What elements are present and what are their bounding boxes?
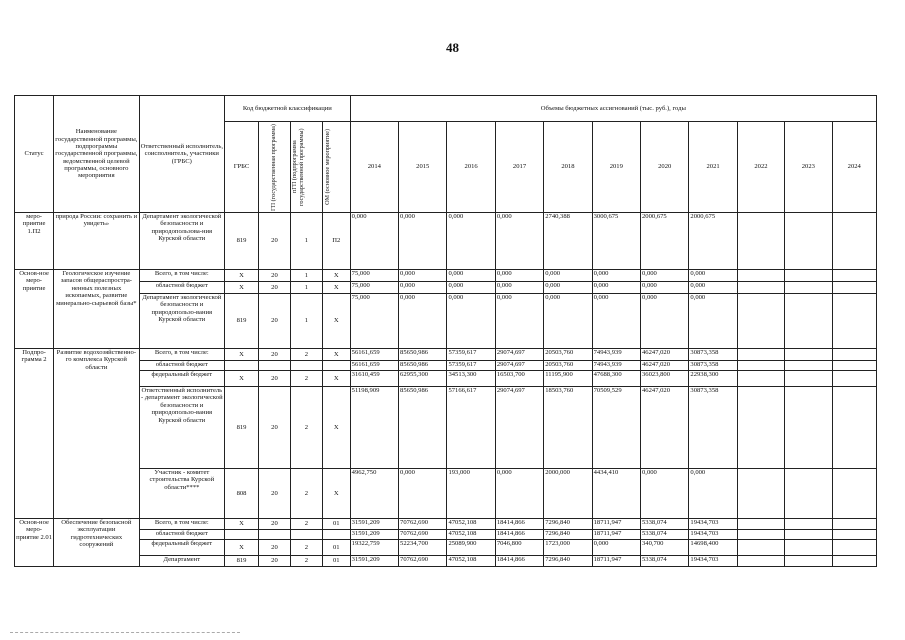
row-value: 0,000	[641, 270, 689, 282]
row-value: 18414,866	[495, 519, 543, 530]
row-value: 19434,703	[689, 519, 737, 530]
header-executor: Ответственный исполнитель, соисполнитель, участники (ГРБС)	[139, 96, 224, 213]
row-executor: Всего, в том числе:	[139, 349, 224, 361]
row-om: X	[322, 294, 350, 349]
row-value	[785, 387, 832, 469]
row-pgp: 1	[290, 270, 322, 282]
row-value: 0,000	[350, 213, 398, 270]
row-value: 18711,947	[592, 556, 640, 567]
row-value	[737, 294, 784, 349]
table-row	[15, 213, 877, 270]
row-value: 70762,690	[399, 556, 447, 567]
row-value: 0,000	[399, 213, 447, 270]
row-gp: 20	[259, 556, 291, 567]
row-value	[832, 294, 877, 349]
row-value: 46247,020	[641, 361, 689, 371]
row-value	[785, 540, 832, 556]
row-pgp: 2	[290, 349, 322, 361]
row-pgp: 1	[290, 213, 322, 270]
row-value: 7046,800	[495, 540, 543, 556]
row-gp: 20	[259, 387, 291, 469]
row-value	[785, 282, 832, 294]
row-value	[785, 530, 832, 540]
row-pgp	[290, 530, 322, 540]
header-gp-label: ГП (государственная программа)	[269, 123, 277, 211]
row-value: 30873,358	[689, 387, 737, 469]
header-year: 2015	[399, 122, 447, 213]
row-om	[322, 530, 350, 540]
table-row	[15, 361, 877, 371]
row-name: природа России: сохранить и увидеть»	[54, 213, 139, 270]
row-value: 47052,108	[447, 556, 495, 567]
row-gp: 20	[259, 213, 291, 270]
row-value	[832, 519, 877, 530]
row-name: Развитие водохозяйственно-го комплекса Курской области	[54, 349, 139, 519]
row-value: 0,000	[495, 294, 543, 349]
row-om: 01	[322, 540, 350, 556]
row-value: 0,000	[689, 282, 737, 294]
table-row	[15, 294, 877, 349]
row-om: X	[322, 371, 350, 387]
row-value: 19434,703	[689, 530, 737, 540]
row-pgp: 1	[290, 294, 322, 349]
row-value: 0,000	[447, 294, 495, 349]
row-value	[785, 469, 832, 519]
row-value: 75,000	[350, 294, 398, 349]
header-volume-group: Объемы бюджетных ассигнований (тыс. руб.), годы	[350, 96, 876, 122]
budget-table	[14, 95, 877, 567]
row-value	[832, 361, 877, 371]
header-pgp	[290, 122, 322, 213]
row-value: 31591,209	[350, 556, 398, 567]
row-om: 01	[322, 556, 350, 567]
table-row	[15, 519, 877, 530]
row-value: 0,000	[544, 282, 592, 294]
row-value: 0,000	[447, 213, 495, 270]
row-om: X	[322, 282, 350, 294]
row-value: 5338,074	[641, 519, 689, 530]
table-row	[15, 469, 877, 519]
row-value: 31610,459	[350, 371, 398, 387]
row-pgp: 2	[290, 387, 322, 469]
row-value: 2000,000	[544, 469, 592, 519]
row-value	[785, 361, 832, 371]
row-gp: 20	[259, 469, 291, 519]
row-executor: Всего, в том числе:	[139, 270, 224, 282]
row-om: X	[322, 387, 350, 469]
row-value: 47052,108	[447, 530, 495, 540]
row-value	[832, 270, 877, 282]
row-value	[832, 469, 877, 519]
row-pgp: 1	[290, 282, 322, 294]
row-value: 193,000	[447, 469, 495, 519]
row-gp: 20	[259, 282, 291, 294]
row-value	[737, 530, 784, 540]
row-value: 2000,675	[641, 213, 689, 270]
header-gp	[259, 122, 291, 213]
header-om-label: ОМ (основное мероприятие)	[324, 129, 332, 205]
footer-line	[10, 632, 240, 634]
row-value	[737, 556, 784, 567]
table-row	[15, 282, 877, 294]
row-value: 16503,700	[495, 371, 543, 387]
row-value	[832, 387, 877, 469]
row-status: Основ-ное меро-приятие	[15, 270, 54, 349]
table-row	[15, 540, 877, 556]
row-value: 29074,697	[495, 349, 543, 361]
row-value: 18414,866	[495, 556, 543, 567]
row-value	[785, 556, 832, 567]
row-value: 340,700	[641, 540, 689, 556]
header-year: 2018	[544, 122, 592, 213]
row-value: 5338,074	[641, 530, 689, 540]
header-name: Наименование государственной программы, подпрограммы государственной программы, ведомственной целевой программы, основного мероприятия	[54, 96, 139, 213]
row-value: 51198,909	[350, 387, 398, 469]
row-gp: 20	[259, 349, 291, 361]
row-value	[785, 519, 832, 530]
header-grbs: ГРБС	[225, 122, 259, 213]
row-value: 30873,358	[689, 349, 737, 361]
row-value: 0,000	[641, 282, 689, 294]
row-gp: 20	[259, 519, 291, 530]
row-grbs: 819	[225, 294, 259, 349]
row-value: 70509,529	[592, 387, 640, 469]
row-pgp: 2	[290, 556, 322, 567]
row-value: 0,000	[495, 282, 543, 294]
row-value: 20503,760	[544, 361, 592, 371]
row-om: 01	[322, 519, 350, 530]
row-executor: областной бюджет	[139, 361, 224, 371]
row-value: 25089,900	[447, 540, 495, 556]
header-year: 2017	[495, 122, 543, 213]
header-om	[322, 122, 350, 213]
row-value: 47688,300	[592, 371, 640, 387]
row-value: 62955,300	[399, 371, 447, 387]
row-value: 0,000	[689, 294, 737, 349]
header-year: 2022	[737, 122, 784, 213]
row-value: 0,000	[641, 294, 689, 349]
table-row	[15, 387, 877, 469]
row-grbs: X	[225, 519, 259, 530]
row-name: Геологическое изучение запасов общераспростра-ненных полезных ископаемых, развитие минерально-сырьевой базы*	[54, 270, 139, 349]
row-executor: федеральный бюджет	[139, 371, 224, 387]
row-value: 0,000	[689, 469, 737, 519]
row-value: 0,000	[495, 469, 543, 519]
header-year: 2021	[689, 122, 737, 213]
row-grbs: 819	[225, 556, 259, 567]
row-value	[832, 349, 877, 361]
row-value: 22938,300	[689, 371, 737, 387]
row-value: 31591,209	[350, 530, 398, 540]
row-gp	[259, 530, 291, 540]
row-value	[737, 349, 784, 361]
row-om: П2	[322, 213, 350, 270]
table-row	[15, 556, 877, 567]
row-value: 0,000	[592, 294, 640, 349]
row-om: X	[322, 270, 350, 282]
row-value: 7296,840	[544, 530, 592, 540]
row-value	[785, 270, 832, 282]
row-value: 7296,840	[544, 556, 592, 567]
header-year: 2016	[447, 122, 495, 213]
row-value: 75,000	[350, 270, 398, 282]
table-row	[15, 530, 877, 540]
row-grbs: 819	[225, 387, 259, 469]
row-value	[832, 282, 877, 294]
row-value: 0,000	[447, 270, 495, 282]
row-value: 70762,690	[399, 530, 447, 540]
row-value	[737, 282, 784, 294]
row-value: 3000,675	[592, 213, 640, 270]
row-value: 52234,700	[399, 540, 447, 556]
header-pgp-label: пГП (подпрограмма государственной программы)	[291, 128, 306, 206]
row-name: Обеспечение безопасной эксплуатации гидротехнических сооружений	[54, 519, 139, 567]
row-value: 57166,617	[447, 387, 495, 469]
row-grbs: X	[225, 349, 259, 361]
row-value: 0,000	[592, 282, 640, 294]
row-value: 5338,074	[641, 556, 689, 567]
row-executor: областной бюджет	[139, 530, 224, 540]
header-year: 2020	[641, 122, 689, 213]
row-value: 31591,209	[350, 519, 398, 530]
row-gp: 20	[259, 371, 291, 387]
header-year: 2023	[785, 122, 832, 213]
row-grbs: X	[225, 282, 259, 294]
row-value: 0,000	[495, 213, 543, 270]
row-value: 7296,840	[544, 519, 592, 530]
row-executor: Ответственный исполнитель - департамент экологической безопасности и природопользо-вания Курской области	[139, 387, 224, 469]
row-grbs	[225, 530, 259, 540]
row-value	[737, 540, 784, 556]
row-grbs: 808	[225, 469, 259, 519]
header-year: 2014	[350, 122, 398, 213]
table-row	[15, 371, 877, 387]
row-value: 30873,358	[689, 361, 737, 371]
row-value: 85650,986	[399, 387, 447, 469]
row-value: 1723,000	[544, 540, 592, 556]
row-grbs: X	[225, 270, 259, 282]
row-value	[737, 270, 784, 282]
row-grbs	[225, 361, 259, 371]
row-value: 0,000	[495, 270, 543, 282]
header-code-group: Код бюджетной классификации	[225, 96, 351, 122]
row-value: 29074,697	[495, 361, 543, 371]
row-value: 46247,020	[641, 387, 689, 469]
row-value: 46247,020	[641, 349, 689, 361]
row-value: 56161,659	[350, 349, 398, 361]
row-executor: Всего, в том числе:	[139, 519, 224, 530]
row-value: 19322,759	[350, 540, 398, 556]
row-om: X	[322, 349, 350, 361]
row-value: 2000,675	[689, 213, 737, 270]
row-value: 75,000	[350, 282, 398, 294]
row-value	[737, 387, 784, 469]
row-grbs: X	[225, 371, 259, 387]
table-row	[15, 349, 877, 361]
header-year: 2019	[592, 122, 640, 213]
row-value	[737, 519, 784, 530]
row-status: Подпро-грамма 2	[15, 349, 54, 519]
row-value: 36023,800	[641, 371, 689, 387]
row-executor: областной бюджет	[139, 282, 224, 294]
row-value	[737, 469, 784, 519]
row-value: 47052,108	[447, 519, 495, 530]
row-value: 34513,300	[447, 371, 495, 387]
row-value	[785, 213, 832, 270]
row-value: 18414,866	[495, 530, 543, 540]
row-executor: Департамент	[139, 556, 224, 567]
row-value	[737, 361, 784, 371]
row-value: 0,000	[544, 294, 592, 349]
row-value: 74943,939	[592, 361, 640, 371]
row-value	[832, 371, 877, 387]
row-pgp: 2	[290, 371, 322, 387]
row-pgp	[290, 361, 322, 371]
row-value: 0,000	[399, 282, 447, 294]
row-value: 18711,947	[592, 519, 640, 530]
row-status: Основ-ное меро-приятие 2.01	[15, 519, 54, 567]
row-om	[322, 361, 350, 371]
row-executor: федеральный бюджет	[139, 540, 224, 556]
row-value: 0,000	[399, 469, 447, 519]
row-value: 0,000	[544, 270, 592, 282]
row-gp: 20	[259, 270, 291, 282]
row-gp	[259, 361, 291, 371]
row-gp: 20	[259, 540, 291, 556]
row-value: 20503,760	[544, 349, 592, 361]
row-value	[785, 349, 832, 361]
row-value	[785, 294, 832, 349]
row-value	[832, 556, 877, 567]
row-value: 0,000	[592, 270, 640, 282]
row-status: меро-приятие 1.П2	[15, 213, 54, 270]
row-value: 2740,388	[544, 213, 592, 270]
row-value: 85650,986	[399, 361, 447, 371]
row-value	[832, 530, 877, 540]
table-row	[15, 270, 877, 282]
row-executor: Департамент экологической безопасности и природопользо-вания Курской области	[139, 294, 224, 349]
row-executor: Участник - комитет строительства Курской области****	[139, 469, 224, 519]
header-year: 2024	[832, 122, 877, 213]
row-pgp: 2	[290, 469, 322, 519]
row-value: 56161,659	[350, 361, 398, 371]
table-body	[15, 213, 877, 567]
page-number: 48	[446, 40, 459, 55]
row-value: 0,000	[399, 270, 447, 282]
row-value: 85650,986	[399, 349, 447, 361]
row-value: 14698,400	[689, 540, 737, 556]
row-value: 0,000	[592, 540, 640, 556]
row-value: 70762,690	[399, 519, 447, 530]
row-pgp: 2	[290, 519, 322, 530]
row-grbs: 819	[225, 213, 259, 270]
row-executor: Департамент экологической безопасности и природопользова-ния Курской области	[139, 213, 224, 270]
row-value: 57359,617	[447, 349, 495, 361]
row-value: 19434,703	[689, 556, 737, 567]
row-value: 18711,947	[592, 530, 640, 540]
row-value	[785, 371, 832, 387]
row-value: 18503,760	[544, 387, 592, 469]
row-value: 0,000	[399, 294, 447, 349]
row-grbs: X	[225, 540, 259, 556]
row-value	[737, 213, 784, 270]
row-value	[832, 213, 877, 270]
row-value: 74943,939	[592, 349, 640, 361]
row-value: 0,000	[689, 270, 737, 282]
row-value	[832, 540, 877, 556]
row-value: 0,000	[641, 469, 689, 519]
row-value: 57359,617	[447, 361, 495, 371]
row-om: X	[322, 469, 350, 519]
row-value: 0,000	[447, 282, 495, 294]
row-gp: 20	[259, 294, 291, 349]
header-status: Статус	[15, 96, 54, 213]
row-value: 29074,697	[495, 387, 543, 469]
row-value	[737, 371, 784, 387]
row-pgp: 2	[290, 540, 322, 556]
row-value: 11195,900	[544, 371, 592, 387]
row-value: 4434,410	[592, 469, 640, 519]
row-value: 4962,750	[350, 469, 398, 519]
